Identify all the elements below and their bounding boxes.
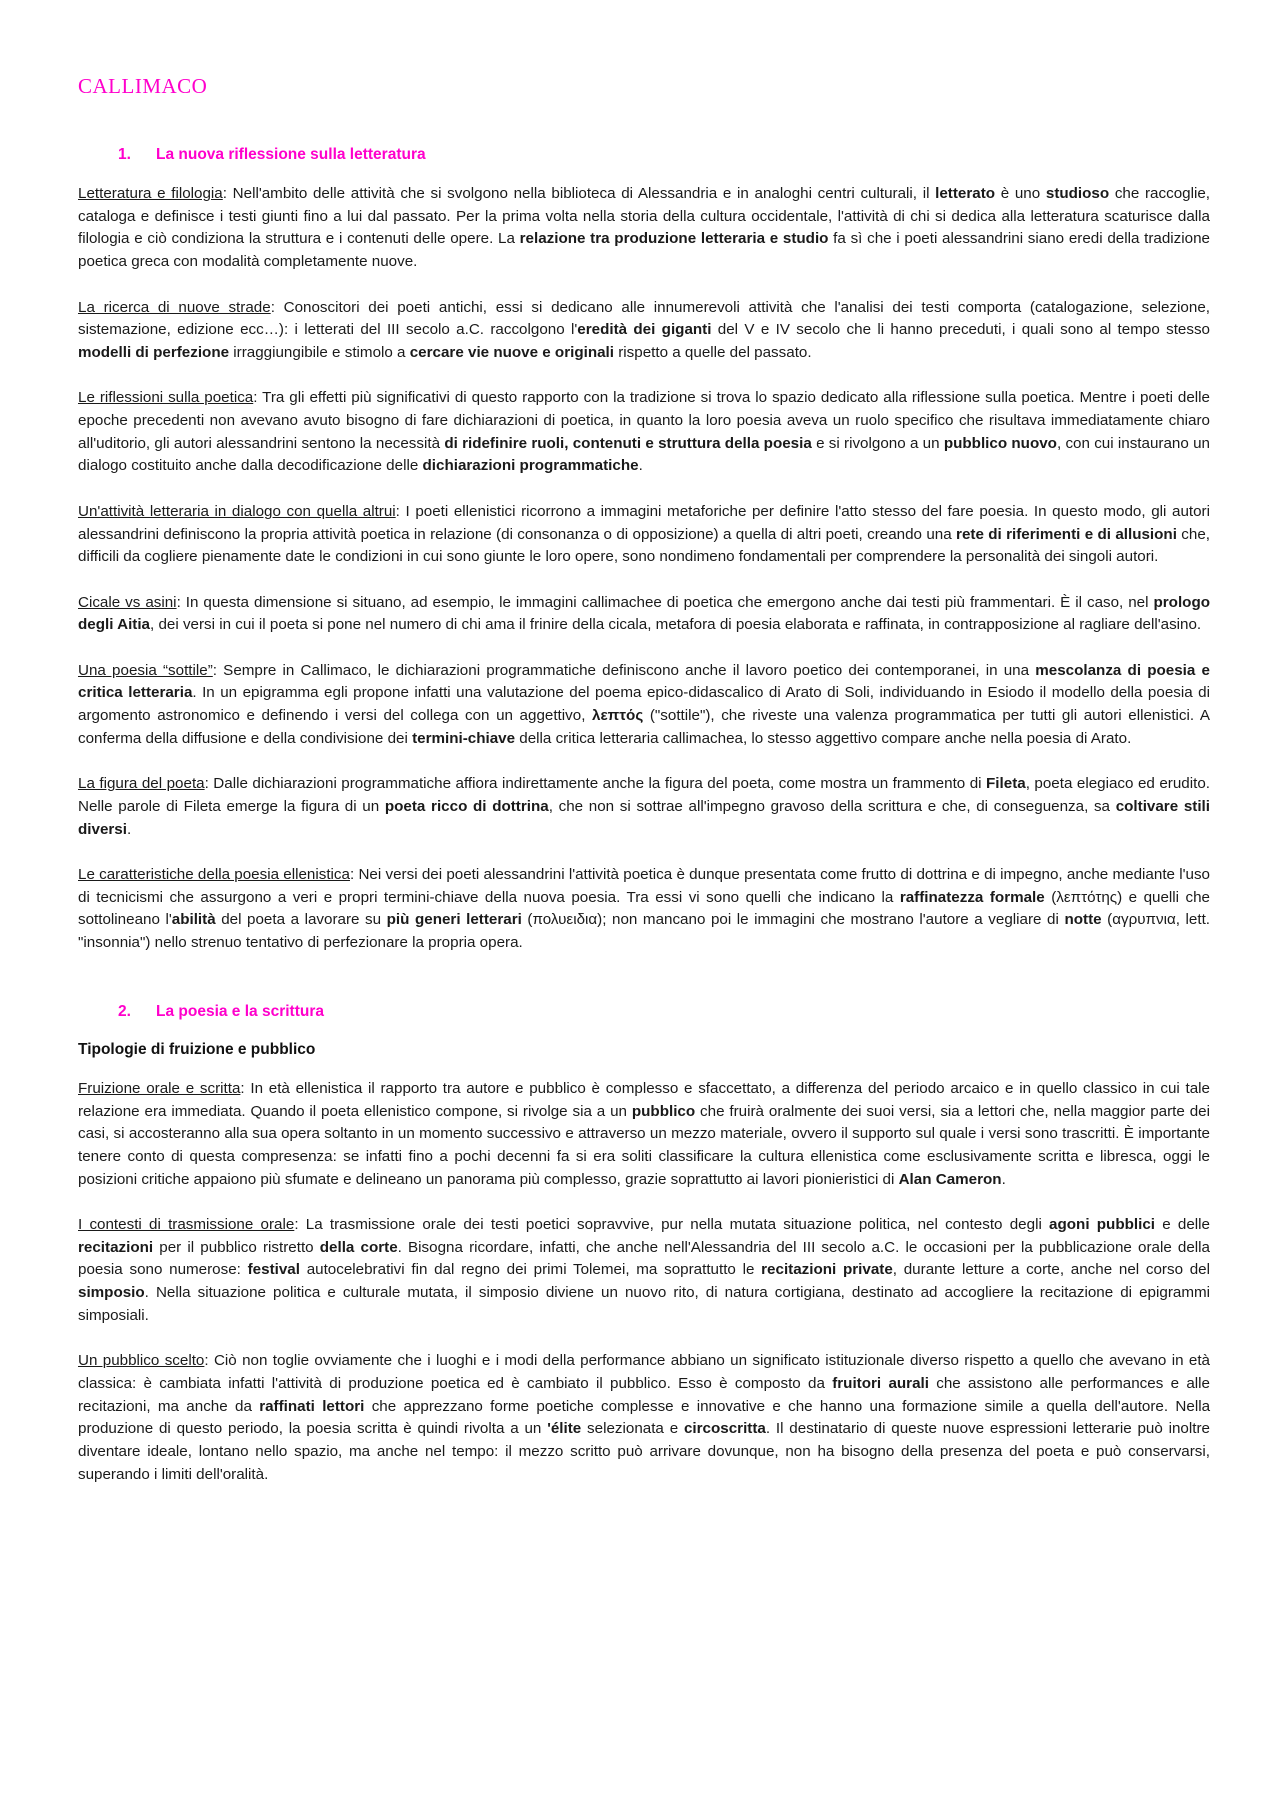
section-body — [78, 1078, 1210, 1487]
paragraph-text: : Conoscitori dei poeti antichi, essi si dedicano alle innumerevoli attività che l'analisi dei testi comporta (catalogazione, selezione, sistemazione, edizione ecc…): i letterati del III secolo a.C. raccolgono l' — [78, 298, 1210, 339]
paragraph-lead: La figura del poeta — [78, 775, 205, 793]
paragraph-text: che apprezzano forme poetiche complesse e innovative e che hanno una formazione simile a quella dell'autore. Nella produzione di questo periodo, la poesia scritta è quindi rivolta a un — [78, 1397, 1211, 1438]
paragraph-text: . In un epigramma egli propone infatti una valutazione del poema epico-didascalico di Arato di Soli, individuando in Esiodo il modello della poesia di argomento astronomico e definendo i versi del collega con un aggettivo, — [78, 684, 1210, 725]
bold-term: letterato — [935, 185, 996, 202]
section-heading-text: La poesia e la scrittura — [156, 1002, 324, 1020]
bold-term: pubblico nuovo — [943, 434, 1057, 452]
document-title: CALLIMACO — [78, 74, 208, 98]
bold-term: prologo degli Aitia — [78, 593, 1210, 634]
section-subheading: Tipologie di fruizione e pubblico — [78, 1040, 316, 1058]
section-1 — [78, 146, 1210, 955]
paragraph — [78, 297, 1210, 365]
paragraph-text: del V e IV secolo che li hanno preceduti, i quali sono al tempo stesso — [711, 321, 1210, 339]
bold-term: eredità dei giganti — [577, 321, 712, 339]
paragraph — [78, 501, 1210, 569]
paragraph-lead: Cicale vs asini — [78, 593, 177, 611]
paragraph-text: e si rivolgono a un — [811, 434, 944, 452]
paragraph-lead: Fruizione orale e scritta — [78, 1079, 241, 1097]
section-heading-text: La nuova riflessione sulla letteratura — [156, 146, 426, 163]
paragraph-text: : In età ellenistica il rapporto tra autore e pubblico è complesso e sfaccettato, a differenza del periodo arcaico e in quello classico in cui tale relazione era immediata. Quando il poeta ellenistico compone, si rivolge sia a un — [78, 1079, 1210, 1120]
paragraph-text: autocelebrativi fin dal regno dei primi Tolemei, ma soprattutto le — [299, 1261, 762, 1279]
bold-term: simposio — [78, 1284, 145, 1302]
paragraph — [78, 183, 1210, 274]
paragraph — [78, 773, 1210, 841]
paragraph-text: : Ciò non toglie ovviamente che i luoghi e i modi della performance abbiano un significato istituzionale diverso rispetto a quello che avevano in età classica: è cambiata infatti l'attività di produzione poetica ed è cambiato il pubblico. Esso è composto da — [78, 1352, 1211, 1392]
paragraph — [78, 660, 1210, 751]
bold-term: abilità — [171, 911, 216, 929]
section-heading — [78, 1003, 1210, 1021]
bold-term: poeta ricco di dottrina — [384, 797, 549, 815]
section-number: 1. — [118, 146, 131, 163]
bold-term: studioso — [1045, 185, 1110, 202]
paragraph-lead: Letteratura e filologia — [78, 185, 223, 202]
bold-term: modelli di perfezione — [78, 343, 230, 361]
bold-term: fruitori aurali — [832, 1374, 929, 1392]
paragraph-text: . Il destinatario di queste nuove espressioni letterarie può inoltre diventare ideale, lontano nello spazio, ma anche nel tempo: il mezzo scritto può arrivare dovunque, non ha bisogno della presenza del poeta e può conservarsi, superando i limiti dell'oralità. — [78, 1420, 1210, 1483]
paragraph-text: : Dalle dichiarazioni programmatiche affiora indirettamente anche la figura del poeta, come mostra un frammento di — [204, 775, 987, 793]
section-2 — [78, 1003, 1210, 1487]
paragraph — [78, 1078, 1210, 1192]
paragraph-text: (λεπτότης) e quelli che sottolineano l' — [78, 888, 1210, 929]
paragraph-text: che fruirà oralmente dei suoi versi, sia a lettori che, nella maggior parte dei casi, si accosteranno alla sua opera soltanto in un momento successivo e attraverso un mezzo materiale, ovvero il supporto sul quale i versi sono trascritti. È importante tenere conto di questa compresenza: se infatti fino a pochi decenni fa si era soliti classificare la cultura ellenistica come esclusivamente scritta e libresca, oggi le posizioni critiche appaiono più sfumate e delineano un panorama più complesso, grazie soprattutto ai lavori pionieristici di — [78, 1102, 1210, 1188]
paragraph-lead: Un'attività letteraria in dialogo con quella altrui — [78, 502, 396, 520]
bold-term: 'élite — [547, 1420, 582, 1438]
paragraph-text: e delle — [1155, 1216, 1210, 1233]
paragraph-text: , dei versi in cui il poeta si pone nel numero di chi ama il frinire della cicala, metafora di poesia elaborata e raffinata, in contrapposizione al ragliare dell'asino. — [150, 616, 1202, 634]
bold-term: di ridefinire ruoli, contenuti e struttura della poesia — [444, 434, 812, 452]
paragraph-lead: I contesti di trasmissione orale — [78, 1216, 295, 1233]
paragraph-lead: Le riflessioni sulla poetica — [78, 389, 254, 407]
paragraph-text: per il pubblico ristretto — [153, 1238, 320, 1256]
bold-term: notte — [1064, 911, 1102, 929]
section-heading — [78, 146, 1210, 164]
section-body — [78, 183, 1210, 955]
paragraph-text: , poeta elegiaco ed erudito. Nelle parole di Fileta emerge la figura di un — [78, 775, 1210, 815]
paragraph-text: . Nella situazione politica e culturale mutata, il simposio diviene un nuovo rito, di natura cortigiana, destinato ad accogliere la recitazione di epigrammi simposiali. — [78, 1284, 1210, 1324]
paragraph-text: : La trasmissione orale dei testi poetici sopravvive, pur nella mutata situazione politica, nel contesto degli — [294, 1216, 1050, 1233]
paragraph-text: , con cui instaurano un dialogo costituito anche dalla decodificazione delle — [78, 434, 1210, 475]
bold-term: rete di riferimenti e di allusioni — [956, 525, 1177, 543]
paragraph-text: . — [638, 457, 643, 475]
paragraph-lead: Un pubblico scelto — [78, 1352, 205, 1370]
paragraph — [78, 1214, 1210, 1328]
bold-term: festival — [247, 1261, 300, 1279]
bold-term: cercare vie nuove e originali — [409, 343, 615, 361]
paragraph-text: che raccoglie, cataloga e definisce i testi giunti fino a lui dal passato. Per la prima volta nella storia della cultura occidentale, l'attività di chi si dedica alla letteratura scaturisce dalla filologia e ciò condiziona la struttura e i contenuti delle opere. La — [78, 185, 1210, 248]
paragraph-text: . — [1001, 1170, 1006, 1188]
bold-term: mescolanza di poesia e critica letteraria — [78, 661, 1210, 702]
document-page — [78, 74, 1210, 1509]
bold-term: relazione tra produzione letteraria e studio — [519, 230, 829, 248]
bold-term: più generi letterari — [386, 911, 522, 929]
paragraph-text: , durante letture a corte, anche nel corso del — [892, 1261, 1211, 1279]
bold-term: recitazioni — [78, 1238, 154, 1256]
bold-term: Fileta — [986, 775, 1026, 793]
bold-term: λεπτός — [592, 707, 644, 725]
paragraph-text: rispetto a quelle del passato. — [614, 343, 812, 361]
paragraph-text: della critica letteraria callimachea, lo stesso aggettivo compare anche nella poesia di Arato. — [515, 729, 1132, 747]
paragraph-text: : Tra gli effetti più significativi di questo rapporto con la tradizione si trova lo spazio dedicato alla riflessione sulla poetica. Mentre i poeti delle epoche precedenti non avevano avuto bisogno di fare dichiarazioni di poetica, in quanto la loro poesia aveva un ruolo specifico che risultava immediatamente chiaro all'uditorio, gli autori alessandrini sentono la necessità — [78, 389, 1211, 452]
paragraph — [78, 387, 1210, 478]
paragraph-text: che assistono alle performances e alle recitazioni, ma anche da — [78, 1374, 1210, 1415]
bold-term: Alan Cameron — [898, 1170, 1002, 1188]
bold-term: agoni pubblici — [1049, 1216, 1155, 1233]
paragraph-text: : Sempre in Callimaco, le dichiarazioni programmatiche definiscono anche il lavoro poetico dei contemporanei, in una — [212, 661, 1036, 679]
paragraph — [78, 1350, 1210, 1486]
bold-term: pubblico — [631, 1102, 696, 1120]
paragraph — [78, 864, 1210, 955]
paragraph — [78, 592, 1210, 637]
paragraph-text: : I poeti ellenistici ricorrono a immagini metaforiche per definire l'atto stesso del fare poesia. In questo modo, gli autori alessandrini definiscono la propria attività poetica in relazione (di consonanza o di opposizione) a quella di altri poeti, creando una — [78, 502, 1210, 543]
bold-term: termini-chiave — [412, 729, 516, 747]
paragraph-text: fa sì che i poeti alessandrini siano eredi della tradizione poetica greca con modalità completamente nuove. — [78, 230, 1210, 271]
paragraph-text: che, difficili da cogliere pienamente date le condizioni in cui sono giunte le loro opere, sono nondimeno fondamentali per comprendere la personalità dei singoli autori. — [78, 525, 1210, 566]
paragraph-text: : Nei versi dei poeti alessandrini l'attività poetica è dunque presentata come frutto di dottrina e di impegno, anche mediante l'uso di tecnicismi che assurgono a veri e propri termini-chiave della nuova poesia. Tra essi vi sono quelli che indicano la — [78, 865, 1211, 906]
bold-term: raffinati lettori — [259, 1397, 365, 1415]
bold-term: circoscritta — [683, 1420, 766, 1438]
paragraph-text: , che non si sottrae all'impegno gravoso della scrittura e che, di conseguenza, sa — [548, 797, 1116, 815]
paragraph-text: . Bisogna ricordare, infatti, che anche nell'Alessandria del III secolo a.C. le occasioni per la pubblicazione orale della poesia sono numerose: — [78, 1238, 1210, 1279]
paragraph-text: selezionata e — [581, 1420, 684, 1438]
bold-term: dichiarazioni programmatiche — [422, 457, 639, 475]
paragraph-lead: Le caratteristiche della poesia ellenistica — [78, 865, 350, 883]
paragraph-lead: La ricerca di nuove strade — [78, 298, 271, 316]
paragraph-text: è uno — [995, 185, 1046, 202]
bold-term: della corte — [319, 1238, 398, 1256]
paragraph-text: . — [126, 820, 132, 838]
paragraph-text: ("sottile"), che riveste una valenza programmatica per tutti gli autori ellenistici. A conferma della diffusione e della condivisione dei — [78, 707, 1210, 747]
bold-term: coltivare stili diversi — [78, 797, 1210, 838]
bold-term: recitazioni private — [761, 1261, 893, 1279]
paragraph-text: irraggiungibile e stimolo a — [229, 343, 410, 361]
paragraph-text: (πολυειδια); non mancano poi le immagini che mostrano l'autore a vegliare di — [521, 911, 1065, 929]
paragraph-text: del poeta a lavorare su — [215, 911, 387, 929]
paragraph-text: : Nell'ambito delle attività che si svolgono nella biblioteca di Alessandria e in analoghi centri culturali, il — [222, 185, 936, 202]
bold-term: raffinatezza formale — [899, 888, 1045, 906]
paragraph-text: (αγρυπνια, lett. "insonnia") nello strenuo tentativo di perfezionare la propria opera. — [78, 911, 1211, 952]
paragraph-text: : In questa dimensione si situano, ad esempio, le immagini callimachee di poetica che emergono anche dai testi più frammentari. È il caso, nel — [176, 593, 1154, 611]
paragraph-lead: Una poesia “sottile” — [78, 661, 213, 679]
section-number: 2. — [118, 1002, 131, 1020]
